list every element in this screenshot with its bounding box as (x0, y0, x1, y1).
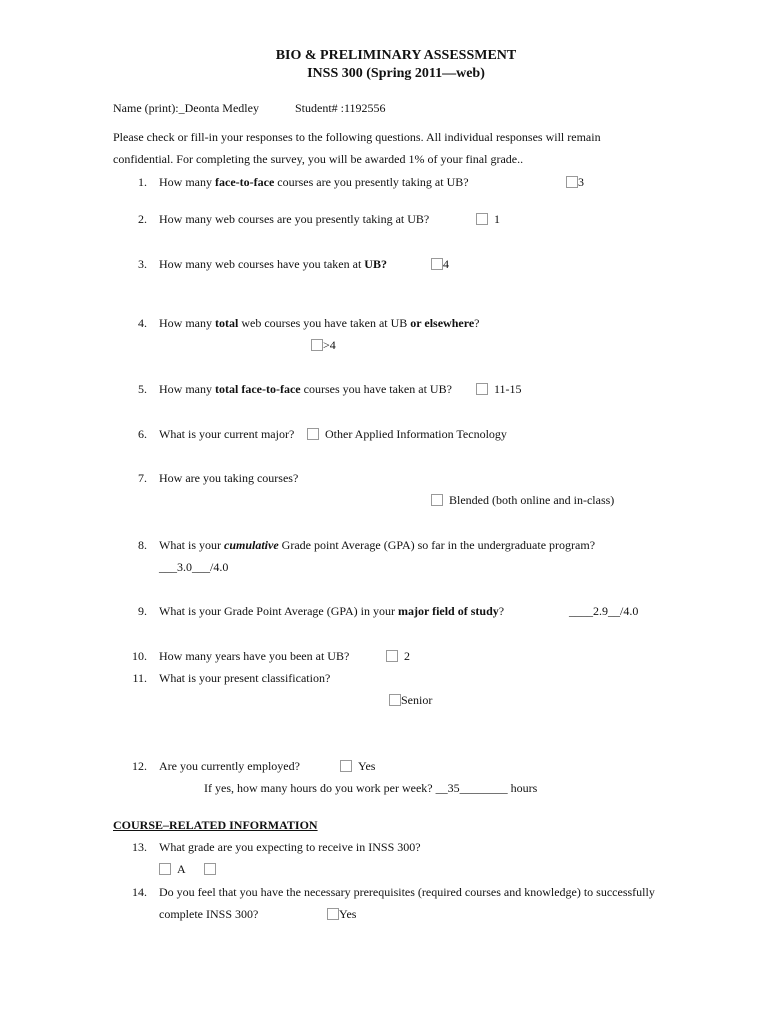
student-id: Student# :1192556 (295, 101, 386, 115)
question-4-answer[interactable]: >4 (311, 338, 336, 353)
question-9-text: What is your Grade Point Average (GPA) in your major field of study? (159, 604, 505, 618)
checkbox[interactable] (566, 176, 578, 188)
question-11-text: What is your present classification? (159, 671, 331, 685)
question-number: 1. (138, 175, 147, 189)
question-13-empty-option[interactable] (204, 862, 216, 877)
question-number: 13. (132, 840, 147, 854)
question-5-text: How many total face-to-face courses you have taken at UB? (159, 382, 452, 396)
question-14-answer[interactable]: Yes (327, 907, 356, 922)
question-1-answer[interactable]: 3 (566, 175, 584, 190)
document-title: BIO & PRELIMINARY ASSESSMENT (275, 48, 517, 63)
question-number: 9. (138, 604, 147, 618)
student-name: Name (print):_Deonta Medley (113, 101, 259, 115)
checkbox[interactable] (431, 258, 443, 270)
checkbox[interactable] (311, 339, 323, 351)
checkbox[interactable] (431, 494, 443, 506)
question-number: 10. (132, 649, 147, 663)
question-3-text: How many web courses have you taken at UB? (159, 257, 387, 271)
checkbox[interactable] (476, 213, 488, 225)
question-14-text-cont: complete INSS 300? (159, 907, 259, 921)
question-5-answer[interactable]: 11-15 (476, 382, 522, 397)
question-number: 7. (138, 471, 147, 485)
question-number: 4. (138, 316, 147, 330)
question-12-followup[interactable]: If yes, how many hours do you work per week? __35________ hours (204, 781, 538, 795)
question-number: 5. (138, 382, 147, 396)
question-7-answer[interactable]: Blended (both online and in-class) (431, 493, 614, 508)
question-number: 11. (132, 671, 147, 685)
question-8-answer[interactable]: ___3.0___/4.0 (159, 560, 229, 574)
checkbox[interactable] (389, 694, 401, 706)
question-1-text: How many face-to-face courses are you presently taking at UB? (159, 175, 469, 189)
question-4-text: How many total web courses you have taken at UB or elsewhere? (159, 316, 480, 330)
checkbox[interactable] (307, 428, 319, 440)
question-10-answer[interactable]: 2 (386, 649, 410, 664)
document-subtitle: INSS 300 (Spring 2011—web) (307, 66, 485, 81)
intro-line-2: confidential. For completing the survey, you will be awarded 1% of your final grade.. (113, 152, 524, 166)
question-number: 8. (138, 538, 147, 552)
intro-line-1: Please check or fill-in your responses to the following questions. All individual responses will remain (113, 130, 601, 144)
question-12-answer[interactable]: Yes (340, 759, 375, 774)
question-number: 6. (138, 427, 147, 441)
section-heading: COURSE–RELATED INFORMATION (113, 818, 318, 832)
question-8-text: What is your cumulative Grade point Average (GPA) so far in the undergraduate program? (159, 538, 596, 552)
question-6-text: What is your current major? (159, 427, 295, 441)
question-number: 2. (138, 212, 147, 226)
question-13-text: What grade are you expecting to receive in INSS 300? (159, 840, 421, 854)
question-14-text: Do you feel that you have the necessary prerequisites (required courses and knowledge) to successfully (159, 885, 655, 899)
checkbox[interactable] (159, 863, 171, 875)
question-13-answer[interactable]: A (159, 862, 186, 877)
question-10-text: How many years have you been at UB? (159, 649, 350, 663)
question-9-answer[interactable]: ____2.9__/4.0 (569, 604, 639, 618)
question-11-answer[interactable]: Senior (389, 693, 432, 708)
question-number: 12. (132, 759, 147, 773)
question-2-text: How many web courses are you presently taking at UB? (159, 212, 430, 226)
question-12-text: Are you currently employed? (159, 759, 300, 773)
checkbox[interactable] (327, 908, 339, 920)
question-7-text: How are you taking courses? (159, 471, 299, 485)
question-6-answer[interactable]: Other Applied Information Tecnology (307, 427, 507, 442)
checkbox[interactable] (340, 760, 352, 772)
checkbox[interactable] (476, 383, 488, 395)
question-number: 3. (138, 257, 147, 271)
question-3-answer[interactable]: 4 (431, 257, 449, 272)
question-number: 14. (132, 885, 147, 899)
checkbox[interactable] (204, 863, 216, 875)
question-2-answer[interactable]: 1 (476, 212, 500, 227)
checkbox[interactable] (386, 650, 398, 662)
